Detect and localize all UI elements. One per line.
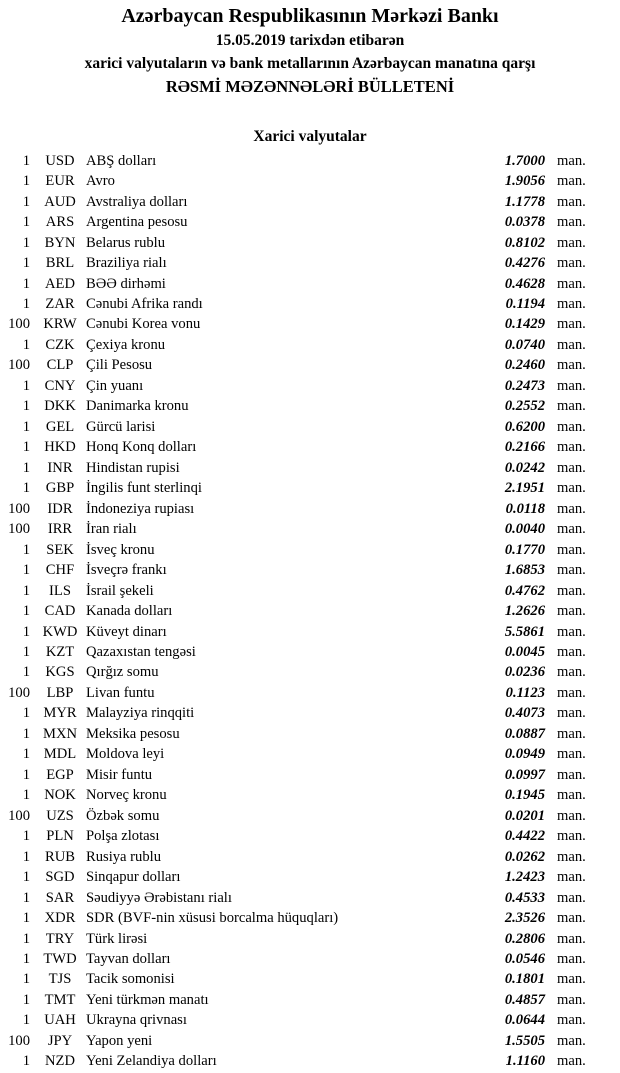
- quantity: 1: [22, 951, 30, 968]
- currency-name: Malayziya rinqqiti: [86, 705, 195, 722]
- unit-label: man.: [557, 746, 586, 763]
- currency-code: UAH: [44, 1012, 76, 1029]
- unit-label: man.: [557, 684, 586, 701]
- unit-label: man.: [557, 173, 586, 190]
- rate-row: [0, 1052, 620, 1072]
- rate-value: 5.5861: [504, 623, 545, 640]
- currency-name: Rusiya rublu: [86, 848, 161, 865]
- quantity: 1: [22, 296, 30, 313]
- currency-code: ILS: [49, 582, 71, 599]
- currency-code: TJS: [48, 971, 72, 988]
- currency-code: BYN: [44, 234, 76, 251]
- rate-row: [0, 233, 620, 253]
- rate-value: 1.5505: [504, 1032, 545, 1049]
- currency-name: Avro: [86, 173, 115, 190]
- quantity: 1: [22, 439, 30, 456]
- currency-code: KRW: [43, 316, 77, 333]
- unit-label: man.: [557, 848, 586, 865]
- unit-label: man.: [557, 725, 586, 742]
- currency-code: USD: [45, 152, 75, 169]
- currency-code: GEL: [45, 418, 75, 435]
- currency-name: Honq Konq dolları: [86, 439, 197, 456]
- currency-name: Belarus rublu: [86, 234, 166, 251]
- unit-label: man.: [557, 664, 586, 681]
- rate-value: 1.9056: [504, 173, 545, 190]
- unit-label: man.: [557, 869, 586, 886]
- quantity: 1: [22, 848, 30, 865]
- rate-row: [0, 438, 620, 458]
- currency-code: PLN: [46, 828, 74, 845]
- quantity: 1: [22, 418, 30, 435]
- currency-code: UZS: [46, 807, 74, 824]
- unit-label: man.: [557, 603, 586, 620]
- rate-row: [0, 458, 620, 478]
- rate-row: [0, 847, 620, 867]
- quantity: 1: [22, 398, 30, 415]
- rate-value: 0.0949: [504, 746, 545, 763]
- currency-name: Özbək somu: [86, 807, 160, 824]
- currency-name: BƏƏ dirhəmi: [86, 275, 166, 292]
- currency-code: SGD: [45, 869, 75, 886]
- rate-row: [0, 888, 620, 908]
- currency-name: Sinqapur dolları: [86, 869, 181, 886]
- currency-code: TMT: [44, 991, 76, 1008]
- rate-value: 1.2626: [504, 603, 545, 620]
- currency-name: ABŞ dolları: [86, 152, 157, 169]
- unit-label: man.: [557, 1012, 586, 1029]
- currency-name: Çin yuanı: [86, 377, 144, 394]
- quantity: 100: [8, 807, 30, 824]
- currency-code: EUR: [45, 173, 75, 190]
- quantity: 1: [22, 705, 30, 722]
- rate-value: 0.0045: [504, 643, 545, 660]
- currency-code: CZK: [45, 336, 75, 353]
- unit-label: man.: [557, 1032, 586, 1049]
- currency-name: Norveç kronu: [86, 787, 167, 804]
- quantity: 1: [22, 623, 30, 640]
- quantity: 1: [22, 664, 30, 681]
- currency-name: İsrail şekeli: [86, 582, 154, 599]
- rate-row: [0, 786, 620, 806]
- unit-label: man.: [557, 971, 586, 988]
- unit-label: man.: [557, 193, 586, 210]
- quantity: 1: [22, 643, 30, 660]
- rate-row: [0, 704, 620, 724]
- rate-row: [0, 540, 620, 560]
- currency-name: Meksika pesosu: [86, 725, 180, 742]
- currency-code: BRL: [45, 255, 75, 272]
- rate-value: 0.0118: [505, 500, 545, 517]
- rate-row: [0, 622, 620, 642]
- rate-row: [0, 376, 620, 396]
- unit-label: man.: [557, 910, 586, 927]
- currency-code: INR: [47, 459, 73, 476]
- quantity: 1: [22, 910, 30, 927]
- rate-value: 0.0242: [504, 459, 545, 476]
- quantity: 1: [22, 725, 30, 742]
- currency-name: Qırğız somu: [86, 664, 159, 681]
- unit-label: man.: [557, 766, 586, 783]
- currency-code: MDL: [43, 746, 77, 763]
- rate-value: 0.1801: [504, 971, 545, 988]
- rate-value: 2.1951: [504, 480, 545, 497]
- rate-value: 1.6853: [504, 562, 545, 579]
- rate-row: [0, 581, 620, 601]
- quantity: 1: [22, 828, 30, 845]
- currency-name: Cənubi Afrika randı: [86, 296, 203, 313]
- quantity: 100: [8, 1032, 30, 1049]
- currency-name: Hindistan rupisi: [86, 459, 180, 476]
- rate-value: 0.0040: [504, 521, 545, 538]
- rate-value: 1.1160: [505, 1053, 545, 1070]
- currency-code: HKD: [44, 439, 76, 456]
- rate-row: [0, 949, 620, 969]
- unit-label: man.: [557, 500, 586, 517]
- unit-label: man.: [557, 296, 586, 313]
- currency-code: TRY: [45, 930, 75, 947]
- currency-name: Cənubi Korea vonu: [86, 316, 201, 333]
- currency-name: Küveyt dinarı: [86, 623, 167, 640]
- quantity: 1: [22, 459, 30, 476]
- quantity: 1: [22, 234, 30, 251]
- rate-value: 2.3526: [504, 910, 545, 927]
- rate-row: [0, 765, 620, 785]
- unit-label: man.: [557, 275, 586, 292]
- rate-row: [0, 1031, 620, 1051]
- rate-row: [0, 171, 620, 191]
- unit-label: man.: [557, 439, 586, 456]
- rate-value: 0.0201: [504, 807, 545, 824]
- currency-name: Qazaxıstan tengəsi: [86, 643, 196, 660]
- unit-label: man.: [557, 480, 586, 497]
- currency-code: RUB: [44, 848, 75, 865]
- rate-value: 0.0262: [504, 848, 545, 865]
- rate-row: [0, 990, 620, 1010]
- rate-row: [0, 315, 620, 335]
- unit-label: man.: [557, 828, 586, 845]
- rate-row: [0, 683, 620, 703]
- rate-value: 0.2473: [504, 377, 545, 394]
- rate-value: 0.0644: [504, 1012, 545, 1029]
- currency-code: KGS: [45, 664, 75, 681]
- quantity: 1: [22, 214, 30, 231]
- rate-row: [0, 970, 620, 990]
- section-title-foreign-currencies: Xarici valyutalar: [253, 128, 367, 145]
- quantity: 1: [22, 991, 30, 1008]
- rate-value: 0.4857: [504, 991, 545, 1008]
- quantity: 1: [22, 336, 30, 353]
- unit-label: man.: [557, 951, 586, 968]
- rate-row: [0, 397, 620, 417]
- unit-label: man.: [557, 336, 586, 353]
- currency-code: KWD: [42, 623, 78, 640]
- rate-row: [0, 929, 620, 949]
- quantity: 100: [8, 521, 30, 538]
- unit-label: man.: [557, 787, 586, 804]
- rate-value: 0.2460: [504, 357, 545, 374]
- currency-code: XDR: [44, 910, 76, 927]
- rate-value: 0.0236: [504, 664, 545, 681]
- currency-name: SDR (BVF-nin xüsusi borcalma hüquqları): [86, 910, 339, 927]
- rate-value: 0.2166: [504, 439, 545, 456]
- quantity: 1: [22, 930, 30, 947]
- rate-value: 0.0997: [504, 766, 545, 783]
- unit-label: man.: [557, 541, 586, 558]
- rate-value: 0.1770: [504, 541, 545, 558]
- rates-table: [0, 151, 620, 1072]
- currency-code: IRR: [47, 521, 73, 538]
- unit-label: man.: [557, 459, 586, 476]
- rate-value: 0.0887: [504, 725, 545, 742]
- unit-label: man.: [557, 357, 586, 374]
- currency-code: AUD: [44, 193, 76, 210]
- quantity: 1: [22, 971, 30, 988]
- rate-value: 0.2806: [504, 930, 545, 947]
- quantity: 1: [22, 1053, 30, 1070]
- rate-value: 0.0378: [504, 214, 545, 231]
- unit-label: man.: [557, 705, 586, 722]
- quantity: 1: [22, 255, 30, 272]
- unit-label: man.: [557, 643, 586, 660]
- quantity: 1: [22, 1012, 30, 1029]
- bulletin-header: [0, 0, 620, 98]
- unit-label: man.: [557, 807, 586, 824]
- quantity: 1: [22, 746, 30, 763]
- unit-label: man.: [557, 234, 586, 251]
- currency-name: Tayvan dolları: [86, 951, 171, 968]
- currency-name: Argentina pesosu: [86, 214, 188, 231]
- rate-row: [0, 499, 620, 519]
- currency-code: GBP: [45, 480, 75, 497]
- quantity: 1: [22, 562, 30, 579]
- currency-name: Çili Pesosu: [86, 357, 153, 374]
- rate-row: [0, 908, 620, 928]
- rate-value: 0.4073: [504, 705, 545, 722]
- bulletin-subtitle: xarici valyutaların və bank metallarının Azərbaycan manatına qarşı: [84, 55, 536, 72]
- quantity: 1: [22, 377, 30, 394]
- rate-value: 0.0546: [504, 951, 545, 968]
- rate-value: 0.2552: [504, 398, 545, 415]
- rate-row: [0, 642, 620, 662]
- rate-row: [0, 601, 620, 621]
- quantity: 100: [8, 357, 30, 374]
- currency-code: SAR: [45, 889, 75, 906]
- rate-row: [0, 151, 620, 171]
- currency-name: Tacik somonisi: [86, 971, 175, 988]
- quantity: 1: [22, 869, 30, 886]
- unit-label: man.: [557, 582, 586, 599]
- rate-row: [0, 212, 620, 232]
- currency-code: NOK: [44, 787, 76, 804]
- rate-row: [0, 560, 620, 580]
- currency-name: Kanada dolları: [86, 603, 173, 620]
- rate-row: [0, 826, 620, 846]
- quantity: 1: [22, 603, 30, 620]
- quantity: 1: [22, 152, 30, 169]
- rate-value: 0.4762: [504, 582, 545, 599]
- unit-label: man.: [557, 521, 586, 538]
- currency-name: Yapon yeni: [86, 1032, 153, 1049]
- rate-row: [0, 745, 620, 765]
- quantity: 100: [8, 316, 30, 333]
- quantity: 1: [22, 173, 30, 190]
- rate-row: [0, 192, 620, 212]
- unit-label: man.: [557, 152, 586, 169]
- currency-name: İndoneziya rupiası: [86, 500, 195, 517]
- rate-row: [0, 253, 620, 273]
- currency-code: EGP: [46, 766, 74, 783]
- rate-value: 1.2423: [504, 869, 545, 886]
- currency-code: KZT: [45, 643, 75, 660]
- quantity: 1: [22, 766, 30, 783]
- currency-name: Ukrayna qrivnası: [86, 1012, 187, 1029]
- rate-value: 0.1123: [505, 684, 545, 701]
- unit-label: man.: [557, 377, 586, 394]
- rate-value: 0.1945: [504, 787, 545, 804]
- rate-row: [0, 724, 620, 744]
- rate-row: [0, 356, 620, 376]
- currency-name: Misir funtu: [86, 766, 153, 783]
- rate-row: [0, 1011, 620, 1031]
- unit-label: man.: [557, 562, 586, 579]
- quantity: 1: [22, 787, 30, 804]
- currency-name: Gürcü larisi: [86, 418, 156, 435]
- rate-row: [0, 294, 620, 314]
- currency-name: Avstraliya dolları: [86, 193, 188, 210]
- currency-code: CHF: [45, 562, 75, 579]
- effective-date-line: 15.05.2019 tarixdən etibarən: [215, 32, 405, 49]
- currency-name: Yeni türkmən manatı: [86, 991, 209, 1008]
- quantity: 1: [22, 275, 30, 292]
- currency-name: Livan funtu: [86, 684, 155, 701]
- unit-label: man.: [557, 1053, 586, 1070]
- currency-name: İngilis funt sterlinqi: [86, 480, 202, 497]
- currency-code: CLP: [46, 357, 74, 374]
- rate-value: 0.1194: [505, 296, 545, 313]
- unit-label: man.: [557, 398, 586, 415]
- currency-name: Səudiyyə Ərəbistanı rialı: [86, 889, 232, 906]
- rate-value: 1.7000: [504, 152, 545, 169]
- currency-code: IDR: [47, 500, 73, 517]
- unit-label: man.: [557, 418, 586, 435]
- quantity: 1: [22, 193, 30, 210]
- currency-name: Yeni Zelandiya dolları: [86, 1053, 217, 1070]
- currency-code: MXN: [42, 725, 78, 742]
- quantity: 1: [22, 480, 30, 497]
- rate-row: [0, 274, 620, 294]
- quantity: 1: [22, 889, 30, 906]
- rate-row: [0, 867, 620, 887]
- currency-name: İsveçrə frankı: [86, 562, 167, 579]
- currency-name: Çexiya kronu: [86, 336, 166, 353]
- rate-row: [0, 806, 620, 826]
- quantity: 1: [22, 582, 30, 599]
- rate-row: [0, 519, 620, 539]
- rate-row: [0, 479, 620, 499]
- quantity: 100: [8, 500, 30, 517]
- rate-value: 1.1778: [504, 193, 545, 210]
- currency-name: Danimarka kronu: [86, 398, 189, 415]
- rate-value: 0.4276: [504, 255, 545, 272]
- unit-label: man.: [557, 255, 586, 272]
- unit-label: man.: [557, 889, 586, 906]
- rate-value: 0.6200: [504, 418, 545, 435]
- rate-value: 0.8102: [504, 234, 545, 251]
- currency-name: İran rialı: [86, 521, 137, 538]
- currency-code: SEK: [46, 541, 74, 558]
- quantity: 100: [8, 684, 30, 701]
- currency-name: İsveç kronu: [86, 541, 155, 558]
- rate-value: 0.0740: [504, 336, 545, 353]
- currency-code: CAD: [44, 603, 76, 620]
- unit-label: man.: [557, 623, 586, 640]
- currency-name: Braziliya rialı: [86, 255, 167, 272]
- currency-code: NZD: [45, 1053, 75, 1070]
- currency-name: Polşa zlotası: [86, 828, 160, 845]
- page-title: Azərbaycan Respublikasının Mərkəzi Bankı: [121, 5, 499, 27]
- bulletin-title: RƏSMİ MƏZƏNNƏLƏRİ BÜLLETENİ: [165, 77, 455, 96]
- currency-code: ZAR: [45, 296, 75, 313]
- quantity: 1: [22, 541, 30, 558]
- currency-code: LBP: [46, 684, 74, 701]
- unit-label: man.: [557, 991, 586, 1008]
- rate-row: [0, 335, 620, 355]
- rate-value: 0.4422: [504, 828, 545, 845]
- currency-code: CNY: [44, 377, 76, 394]
- rate-row: [0, 663, 620, 683]
- currency-code: JPY: [47, 1032, 73, 1049]
- unit-label: man.: [557, 316, 586, 333]
- rate-row: [0, 417, 620, 437]
- currency-code: MYR: [43, 705, 77, 722]
- currency-code: DKK: [44, 398, 76, 415]
- currency-name: Moldova leyi: [86, 746, 165, 763]
- unit-label: man.: [557, 930, 586, 947]
- rate-value: 0.1429: [504, 316, 545, 333]
- rate-value: 0.4533: [504, 889, 545, 906]
- rate-value: 0.4628: [504, 275, 545, 292]
- currency-code: ARS: [45, 214, 75, 231]
- currency-name: Türk lirəsi: [86, 930, 148, 947]
- currency-code: TWD: [43, 951, 77, 968]
- unit-label: man.: [557, 214, 586, 231]
- currency-code: AED: [45, 275, 75, 292]
